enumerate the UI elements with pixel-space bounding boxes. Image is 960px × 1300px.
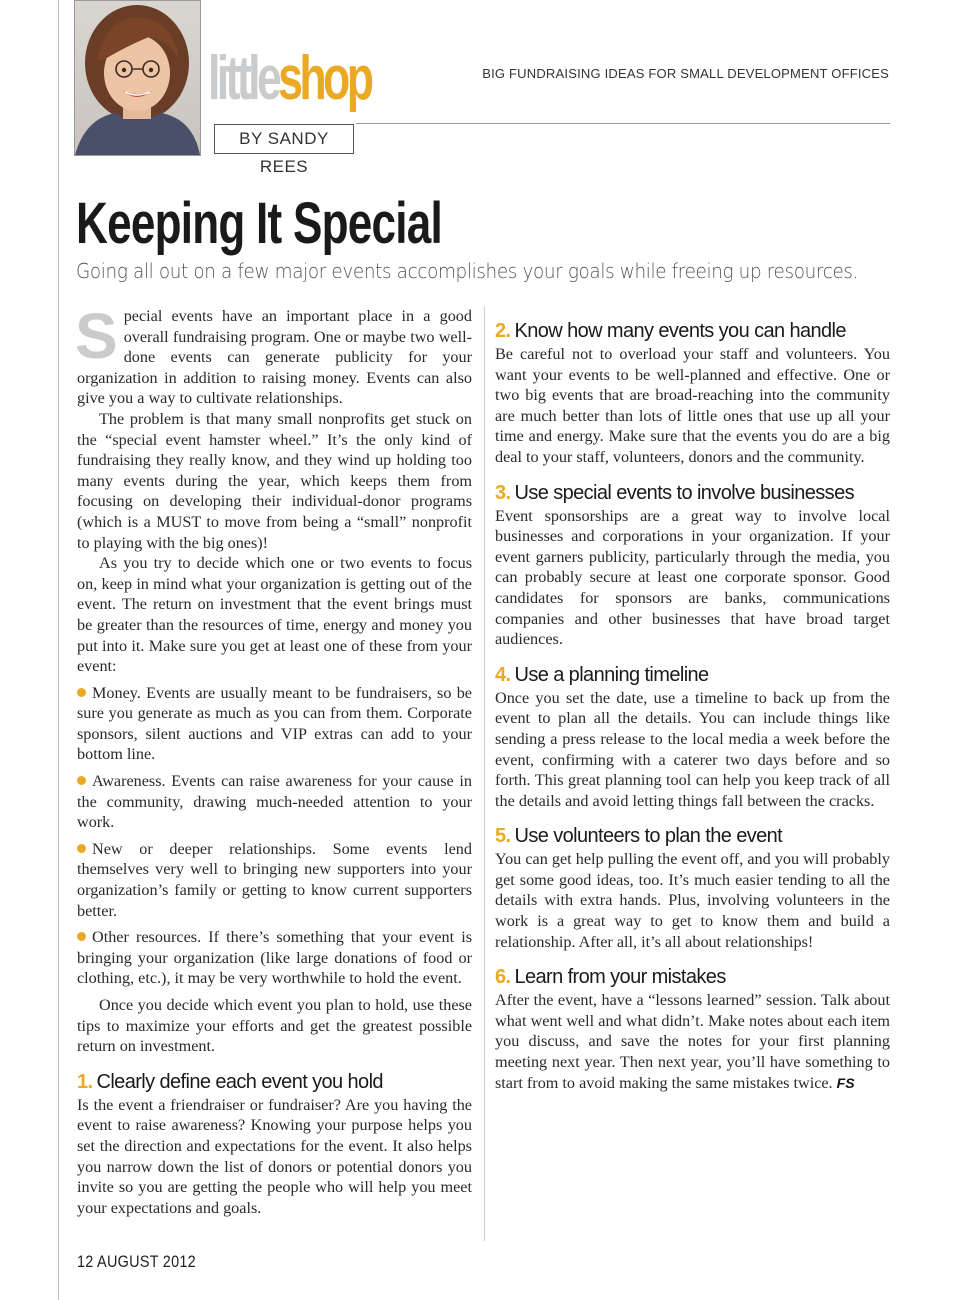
tip-number: 4. bbox=[495, 663, 511, 686]
end-mark: FS bbox=[836, 1074, 855, 1091]
tip-heading-5 bbox=[495, 824, 890, 848]
column-divider bbox=[484, 306, 485, 1241]
bullet-dot-icon bbox=[77, 844, 86, 853]
section-tagline: BIG FUNDRAISING IDEAS FOR SMALL DEVELOPMENT OFFICES bbox=[482, 66, 889, 81]
tip-title: Use volunteers to plan the event bbox=[514, 825, 783, 848]
tip-heading-1 bbox=[77, 1070, 472, 1094]
bullet-item bbox=[77, 683, 472, 765]
tip-title: Use special events to involve businesses bbox=[514, 481, 855, 504]
tip-title: Learn from your mistakes bbox=[514, 966, 726, 989]
bullet-dot-icon bbox=[77, 932, 86, 941]
tip-body-4: Once you set the date, use a timeline to back up from the event to plan all the details. You can include things like sending a press release to the local media a week before the event, confirming with a caterer two days before and so forth. This great planning tool can help you keep track of all the details and avoid letting things fall between the cracks. bbox=[495, 688, 890, 810]
tip-body-6 bbox=[495, 990, 890, 1093]
tip-title: Know how many events you can handle bbox=[514, 320, 846, 342]
bullet-item-text: Awareness. Events can raise awareness for your cause in the community, drawing much-needed attention to your work. bbox=[77, 772, 472, 832]
tip-number: 3. bbox=[495, 481, 511, 504]
bullet-item-text: New or deeper relationships. Some events lend themselves very well to bringing new supporters into your organization’s family or getting to know current supporters better. bbox=[77, 839, 472, 920]
bullet-item-text: Money. Events are usually meant to be fundraisers, so be sure you generate as much as you can from them. Corporate sponsors, silent auctions and VIP extras can add to your bottom line. bbox=[77, 683, 472, 764]
author-byline: BY SANDY REES bbox=[214, 124, 354, 154]
tip-body-6-text: After the event, have a “lessons learned” session. Talk about what went well and what didn’t. Make notes about each item you discuss, and save the notes for your first planning meeting next year. Then next year, you’ll have something to start from to avoid making the same mistakes twice. bbox=[495, 991, 890, 1092]
tip-body-2: Be careful not to overload your staff and volunteers. You want your events to be well-planned and effective. One or two big events that are broad-reaching into the community are much better than lots of little ones that use up all your time and energy. Make sure that the events you do are a big deal to your staff, volunteers, donors and the community. bbox=[495, 345, 890, 466]
article-column-left bbox=[75, 300, 472, 1218]
drop-cap: S bbox=[75, 300, 118, 372]
bullet-item bbox=[77, 839, 472, 921]
article-headline: Keeping It Special bbox=[76, 191, 442, 256]
tip-body-5: You can get help pulling the event off, and you will probably get some good ideas, too. It’s much easier tending to all the details with extra hands. Plus, involving volunteers in the work is a great way to get to know them and build a relationship. After all, it’s all about relationships! bbox=[495, 850, 890, 951]
intro-paragraph-3: As you try to decide which one or two events to focus on, keep in mind what your organization is getting out of the event. The return on investment that the event brings must be greater than the resources of time, energy and money you put into it. Make sure you get at least one of these from your event: bbox=[77, 554, 472, 676]
bullet-dot-icon bbox=[77, 688, 86, 697]
tip-heading-3 bbox=[495, 481, 890, 505]
tip-number: 1. bbox=[77, 1070, 93, 1093]
header-rule bbox=[356, 123, 890, 124]
page-folio: 12 AUGUST 2012 bbox=[77, 1252, 196, 1271]
tip-body-3: Event sponsorships are a great way to involve local businesses and corporations in your organization. If your event garners publicity, particularly through the media, you can probably secure at least one corporate sponsor. Good candidates for sponsors are banks, communications companies and other businesses that have broad target audiences. bbox=[495, 506, 890, 649]
article-deck: Going all out on a few major events accomplishes your goals while freeing up resources. bbox=[76, 259, 859, 283]
column-name-little: little bbox=[208, 44, 279, 113]
tip-title: Use a planning timeline bbox=[514, 663, 709, 686]
closing-paragraph: Once you decide which event you plan to hold, use these tips to maximize your efforts and get the greatest possible return on investment. bbox=[77, 996, 472, 1056]
tip-number: 5. bbox=[495, 825, 511, 848]
bullet-dot-icon bbox=[77, 776, 86, 785]
article-column-right bbox=[495, 306, 890, 1093]
intro-paragraph-2: The problem is that many small nonprofits get stuck on the “special event hamster wheel.” It’s the only kind of fundraising they really know, and they wind up holding too many events during the year, which keeps them from focusing on developing their individual-donor programs (which is a MUST to move from being a “small” nonprofit to playing with the big ones)! bbox=[77, 409, 472, 552]
column-name-shop: shop bbox=[278, 44, 371, 113]
author-photo bbox=[74, 0, 201, 156]
tip-heading-6 bbox=[495, 965, 890, 989]
bullet-item bbox=[77, 771, 472, 833]
column-name-logo bbox=[208, 44, 370, 114]
intro-paragraph-1 bbox=[75, 300, 472, 409]
intro-paragraph-1-text: pecial events have an important place in a good overall fundraising program. One or maybe two well-done events can generate publicity for your organization in addition to raising money. Events can also give you a way to cultivate relationships. bbox=[77, 307, 472, 408]
tip-heading-4 bbox=[495, 663, 890, 687]
tip-heading-2 bbox=[495, 319, 890, 343]
tip-number: 2. bbox=[495, 320, 511, 342]
tip-body-1: Is the event a friendraiser or fundraiser? Are you having the event to raise awareness? Knowing your purpose helps you set the direction and expectations for the event. It also helps you narrow down the list of donors or potential donors you invite so you are getting the people who will help you meet your expectations and goals. bbox=[77, 1095, 472, 1217]
bullet-item-text: Other resources. If there’s something that your event is bringing your organization (like large donations of food or clothing, etc.), it may be very worthwhile to hold the event. bbox=[77, 928, 472, 988]
bullet-item bbox=[77, 927, 472, 989]
author-portrait-image bbox=[75, 1, 200, 155]
tip-title: Clearly define each event you hold bbox=[96, 1070, 383, 1093]
page-margin-rule bbox=[58, 0, 59, 1300]
tip-number: 6. bbox=[495, 966, 511, 989]
